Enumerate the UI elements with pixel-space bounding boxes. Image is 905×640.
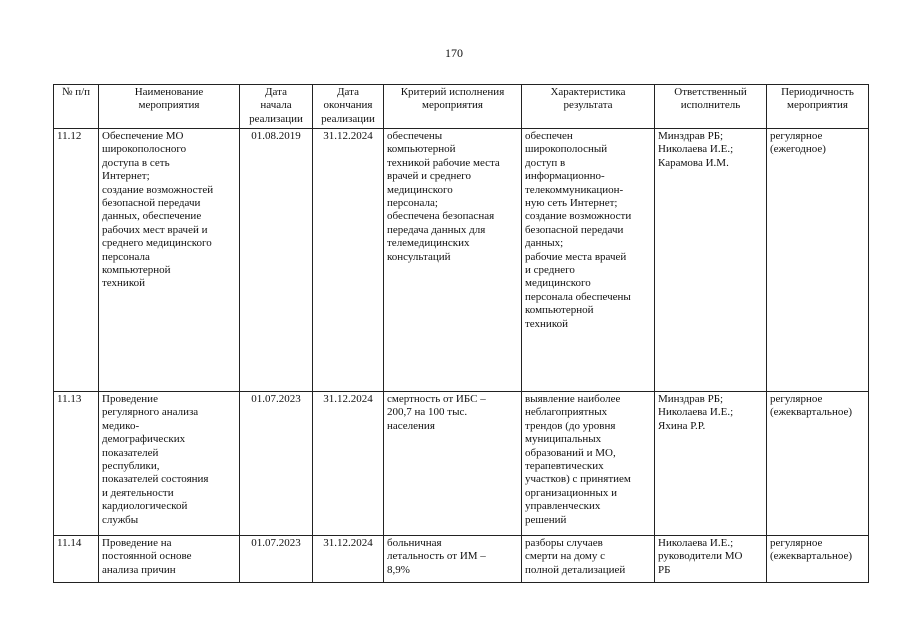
header-periodicity: Периодичность мероприятия [767,85,869,129]
table-row [54,392,869,536]
end-date: 31.12.2024 [313,536,384,583]
result: обеспечен широкополосный доступ в информационно- телекоммуникацион- ную сеть Интернет; создание возможности безопасной передачи данных; рабочие места врачей и среднего медицинского персонала обеспечены компьютерной техникой [522,129,655,392]
result: выявление наиболее неблагоприятных трендов (до уровня муниципальных образований и МО, терапевтических участков) с принятием организационных и управленческих решений [522,392,655,536]
header-activity-name: Наименование мероприятия [99,85,240,129]
header-criterion: Критерий исполнения мероприятия [384,85,522,129]
start-date: 01.07.2023 [240,392,313,536]
start-date: 01.07.2023 [240,536,313,583]
end-date: 31.12.2024 [313,129,384,392]
periodicity: регулярное (ежеквартальное) [767,536,869,583]
row-number: 11.13 [54,392,99,536]
responsible: Минздрав РБ; Николаева И.Е.; Яхина Р.Р. [655,392,767,536]
table-header-row [54,85,869,129]
header-end-date: Дата окончания реализации [313,85,384,129]
header-responsible: Ответственный исполнитель [655,85,767,129]
responsible: Минздрав РБ; Николаева И.Е.; Карамова И.М. [655,129,767,392]
start-date: 01.08.2019 [240,129,313,392]
end-date: 31.12.2024 [313,392,384,536]
result: разборы случаев смерти на дому с полной детализацией [522,536,655,583]
table-row [54,129,869,392]
activities-table [53,84,869,583]
criterion: смертность от ИБС – 200,7 на 100 тыс. населения [384,392,522,536]
table-row [54,536,869,583]
periodicity: регулярное (ежегодное) [767,129,869,392]
responsible: Николаева И.Е.; руководители МО РБ [655,536,767,583]
header-start-date: Дата начала реализации [240,85,313,129]
activity-name: Проведение регулярного анализа медико- демографических показателей республики, показателей состояния и деятельности кардиологической службы [99,392,240,536]
row-number: 11.12 [54,129,99,392]
periodicity: регулярное (ежеквартальное) [767,392,869,536]
page-number: 170 [445,46,463,60]
criterion: больничная летальность от ИМ – 8,9% [384,536,522,583]
activity-name: Обеспечение МО широкополосного доступа в сеть Интернет; создание возможностей безопасной передачи данных, обеспечение рабочих мест врачей и среднего медицинского персонала компьютерной техникой [99,129,240,392]
header-result: Характеристика результата [522,85,655,129]
activity-name: Проведение на постоянной основе анализа причин [99,536,240,583]
criterion: обеспечены компьютерной техникой рабочие места врачей и среднего медицинского персонала; обеспечена безопасная передача данных для телемедицинских консультаций [384,129,522,392]
row-number: 11.14 [54,536,99,583]
header-number: № п/п [54,85,99,129]
